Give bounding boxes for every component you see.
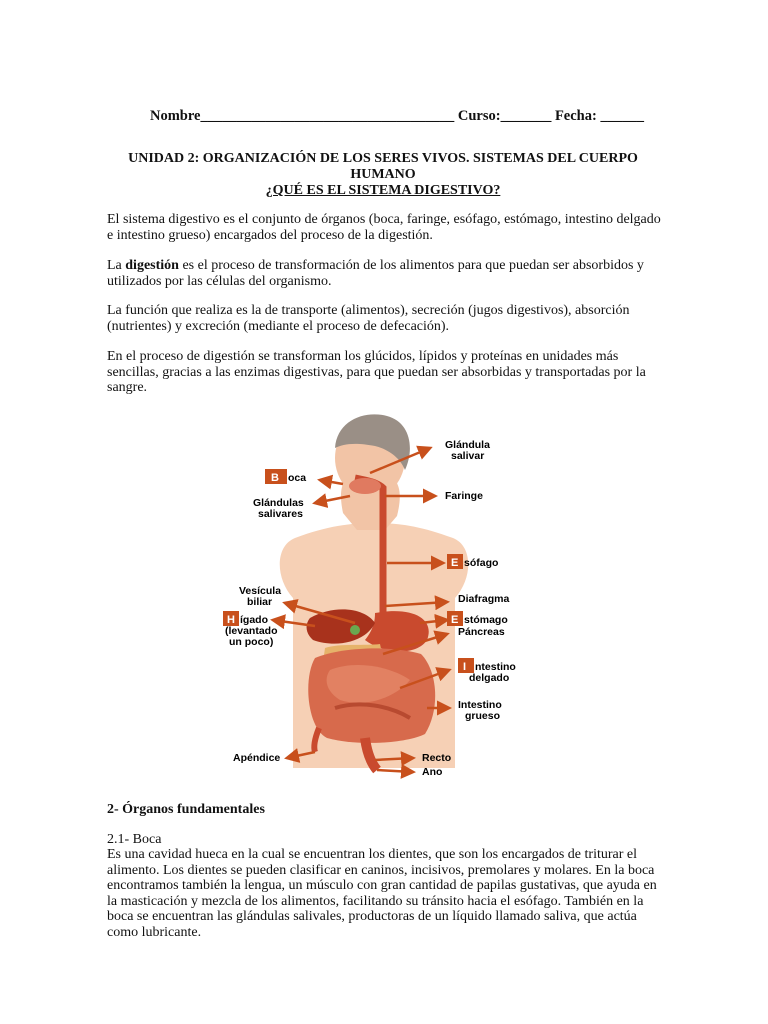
paragraph-boca: Es una cavidad hueca en la cual se encuentran los dientes, que son los encargados de triturar el alimento. Los dientes se pueden clasificar en caninos, incisivos, premolares y molares. En la boca encontramos también la lengua, un músculo con gran cantidad de papilas gustativas, que ayuda en la masticación y mezcla de los alimentos, facilitando su tránsito hacia el esófago. También en la boca se encuentran las glándulas salivales, productoras de un líquido llamado saliva, que actúa como lubricante.: [107, 847, 657, 940]
question-title: ¿QUÉ ES EL SISTEMA DIGESTIVO?: [265, 183, 501, 198]
unit-title: UNIDAD 2: ORGANIZACIÓN DE LOS SERES VIVOS. SISTEMAS DEL CUERPO HUMANO: [128, 151, 638, 182]
label-recto: Recto: [422, 752, 452, 764]
label-intestino-delgado: ntestino delgado: [469, 661, 516, 684]
label-apendice: Apéndice: [233, 752, 281, 764]
label-intestino-grueso: Intestino grueso: [458, 699, 502, 722]
subsection-heading: 2.1- Boca: [107, 832, 162, 847]
p2-rest: es el proceso de transformación de los alimentos para que puedan ser absorbidos y utilizados por las células del organismo.: [107, 258, 644, 289]
name-blank: ___________________________________: [200, 108, 455, 124]
badge-letter-estomago: E: [451, 614, 459, 626]
header-form-line: [150, 107, 670, 125]
badge-letter-boca: B: [271, 472, 279, 484]
date-label: Fecha:: [554, 108, 597, 124]
label-higado: ígado (levantado un poco): [225, 614, 278, 648]
label-estomago: stómago: [464, 614, 508, 626]
label-faringe: Faringe: [445, 490, 483, 502]
p2-bold-term: digestión: [125, 258, 179, 273]
label-esofago: sófago: [464, 557, 499, 569]
name-label: Nombre: [150, 108, 201, 124]
badge-letter-intestino: I: [463, 661, 467, 673]
date-blank: ______: [600, 108, 644, 124]
label-boca: oca: [288, 472, 307, 484]
label-ano: Ano: [422, 766, 443, 778]
course-blank: _______: [500, 108, 552, 124]
section-heading: 2- Órganos fundamentales: [107, 802, 265, 817]
course-label: Curso:: [457, 108, 501, 124]
p2-lead: La: [107, 258, 126, 273]
label-vesicula-biliar: Vesícula biliar: [239, 585, 282, 608]
document-title: [100, 151, 666, 199]
badge-letter-higado: H: [227, 614, 235, 626]
paragraph-process: En el proceso de digestión se transforman los glúcidos, lípidos y proteínas en unidades más sencillas, gracias a las enzimas digestivas, para que puedan ser absorbidas y transportadas por la sangre.: [107, 349, 646, 395]
label-glandula-salivar: Glándula salivar: [445, 439, 490, 462]
digestive-system-diagram: [215, 408, 555, 783]
label-pancreas: Páncreas: [458, 626, 505, 638]
paragraph-digestion: [107, 258, 663, 289]
paragraph-definition: El sistema digestivo es el conjunto de órganos (boca, faringe, esófago, estómago, intestino delgado e intestino grueso) encargados del proceso de la digestión.: [107, 212, 661, 243]
label-glandulas-salivares: Glándulas salivares: [253, 497, 304, 520]
badge-letter-esofago: E: [451, 557, 459, 569]
paragraph-function: La función que realiza es la de transporte (alimentos), secreción (jugos digestivos), absorción (nutrientes) y excreción (mediante el proceso de defecación).: [107, 303, 630, 334]
label-diafragma: Diafragma: [458, 593, 510, 605]
